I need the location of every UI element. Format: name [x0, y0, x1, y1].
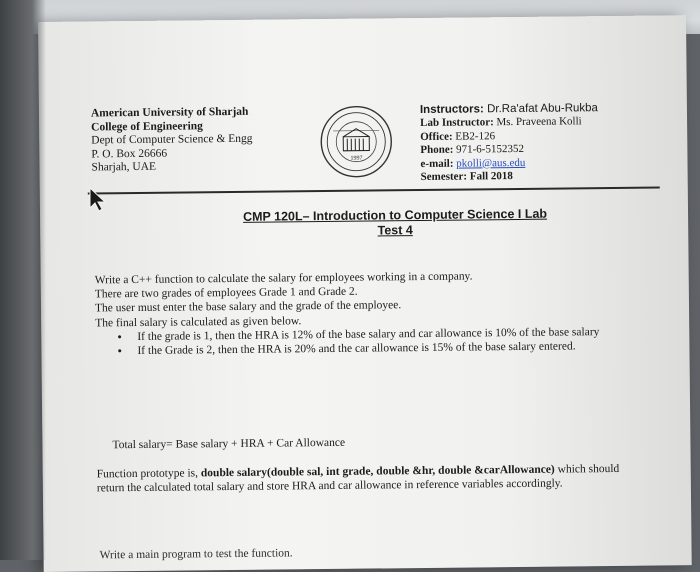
function-prototype: [97, 462, 637, 496]
office-label: Office:: [420, 130, 453, 143]
prototype-signature: double salary(double sal, int grade, double &hr, double &carAllowance): [200, 463, 555, 480]
instructor-info: [420, 102, 651, 185]
document-page: [38, 15, 692, 572]
rule-grade-1: • If the grade is 1, then the HRA is 12% of the base salary and car allowance is 10% of the base salary: [117, 325, 635, 345]
document-title: [180, 206, 610, 241]
department-name: Dept of Computer Science & Engg: [91, 132, 253, 147]
test-title: Test 4: [377, 223, 413, 238]
university-name: American University of Sharjah: [90, 105, 249, 120]
instructors-value: Dr.Ra'afat Abu-Rukba: [486, 102, 598, 116]
semester-label: Semester:: [420, 170, 468, 184]
lab-instructor-value: Ms. Praveena Kolli: [496, 115, 582, 129]
prototype-description: which should return the calculated total salary and store HRA and car allowance in reference variables accordingly.: [96, 462, 620, 495]
lab-instructor-label: Lab Instructor:: [420, 116, 494, 130]
semester-value: Fall 2018: [469, 170, 513, 183]
statement-line-4: The final salary is calculated as given below.: [95, 314, 302, 330]
email-link[interactable]: pkolli@aus.edu: [456, 156, 526, 170]
phone-label: Phone:: [420, 143, 454, 157]
instructors-label: Instructors:: [419, 103, 484, 117]
salary-formula: Total salary= Base salary + HRA + Car Allowance: [112, 436, 346, 452]
office-value: EB2-126: [455, 130, 496, 143]
main-program-instruction: Write a main program to test the function.: [99, 547, 293, 562]
statement-line-1: Write a C++ function to calculate the salary for employees working in a company.: [94, 270, 473, 287]
rules-list: [95, 325, 635, 359]
mouse-cursor-icon: [88, 186, 108, 212]
course-title: CMP 120L– Introduction to Computer Science I Lab: [242, 206, 548, 224]
statement-line-3: The user must enter the base salary and the grade of the employee.: [94, 299, 402, 315]
rule-grade-2: • If the Grade is 2, then the HRA is 20% and the car allowance is 15% of the base salary entered.: [117, 339, 635, 359]
phone-value: 971-6-5152352: [456, 143, 524, 156]
email-label: e-mail:: [420, 157, 454, 170]
university-seal-icon: [319, 104, 394, 179]
statement-line-2: There are two grades of employees Grade 1 and Grade 2.: [94, 285, 358, 301]
university-address: [91, 105, 312, 175]
seal-year: 1997: [350, 155, 363, 162]
po-box: P. O. Box 26666: [91, 147, 168, 161]
problem-statement: [95, 268, 636, 359]
header-divider: [88, 186, 660, 194]
college-name: College of Engineering: [91, 119, 203, 134]
city: Sharjah, UAE: [91, 161, 157, 174]
prototype-intro: Function prototype is,: [96, 467, 199, 481]
page-edge-shadow: [0, 0, 46, 560]
